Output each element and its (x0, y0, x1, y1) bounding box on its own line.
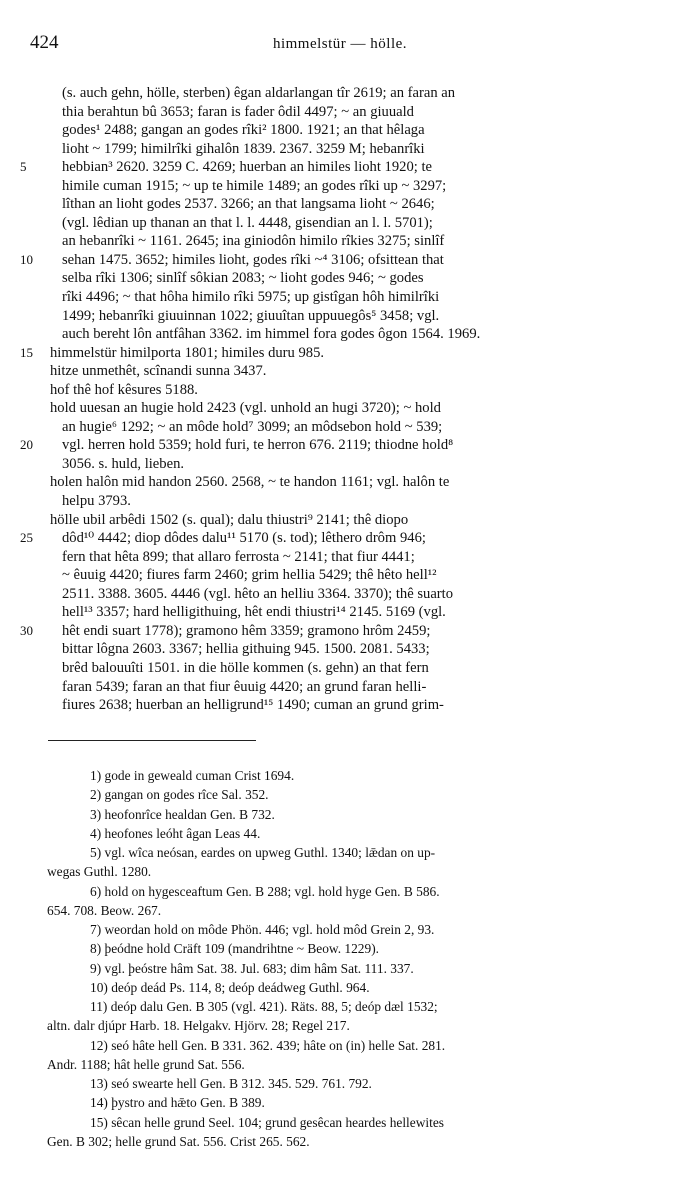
text-line (20, 103, 650, 122)
text-line (20, 269, 650, 288)
text-line (20, 455, 650, 474)
line-text: an hugie⁶ 1292; ~ an môde hold⁷ 3099; an môdsebon hold ~ 539; (62, 418, 443, 435)
text-line (20, 585, 650, 604)
text-line (20, 121, 650, 140)
line-text: 1499; hebanrîki giuuinnan 1022; giuuîtan uppuuegôs⁵ 3458; vgl. (62, 307, 440, 324)
text-line (20, 214, 650, 233)
line-text: 2511. 3388. 3605. 4446 (vgl. hêto an helliu 3364. 3370); thê suarto (62, 585, 454, 602)
main-text (20, 84, 650, 715)
footnote-line: 2) gangan on godes rîce Sal. 352. (90, 787, 269, 803)
footnote-line: Andr. 1188; hât helle grund Sat. 556. (47, 1056, 245, 1072)
line-text: godes¹ 2488; gangan an godes rîki² 1800. 1921; an that hêlaga (62, 122, 425, 139)
footnote-line: 10) deóp deád Ps. 114, 8; deóp deádweg Guthl. 964. (90, 979, 370, 995)
text-line (20, 511, 650, 530)
footnote-line: 11) deóp dalu Gen. B 305 (vgl. 421). Räts. 88, 5; deóp dæl 1532; (90, 999, 438, 1014)
line-number: 15 (20, 344, 33, 360)
text-line (20, 288, 650, 307)
line-text: fiures 2638; huerban an helligrund¹⁵ 1490; cuman an grund grim- (62, 697, 444, 714)
footnote-line: 1) gode in geweald cuman Crist 1694. (90, 768, 295, 783)
line-text: helpu 3793. (62, 493, 131, 510)
running-title: himmelstür — hölle. (272, 36, 408, 52)
text-line (20, 325, 650, 344)
line-text: faran 5439; faran an that fiur êuuig 4420; an grund faran helli- (62, 678, 427, 695)
line-text: an hebanrîki ~ 1161. 2645; ina giniodôn himilo rîkies 3275; sinlîf (62, 233, 445, 250)
line-text: hitze unmethêt, scînandi sunna 3437. (50, 363, 267, 380)
footnote-line: 12) seó hâte hell Gen. B 331. 362. 439; hâte on (in) helle Sat. 281. (90, 1037, 446, 1053)
line-text: (vgl. lêdian up thanan an that l. l. 4448, gisendian an l. l. 5701); (62, 214, 433, 231)
text-line (20, 678, 650, 697)
text-line (20, 548, 650, 567)
text-line (20, 158, 650, 177)
text-line (20, 307, 650, 326)
line-text: sehan 1475. 3652; himiles lioht, godes rîki ~⁴ 3106; ofsittean that (62, 251, 444, 268)
line-text: hold uuesan an hugie hold 2423 (vgl. unhold an hugi 3720); ~ hold (50, 400, 441, 417)
line-number: 10 (20, 251, 33, 267)
page-number: 424 (30, 32, 59, 53)
line-text: holen halôn mid handon 2560. 2568, ~ te handon 1161; vgl. halôn te (50, 474, 450, 491)
text-line (20, 399, 650, 418)
page-header (30, 32, 650, 58)
text-line (20, 603, 650, 622)
footnote-line: 8) þeódne hold Cräft 109 (mandrihtne ~ Beow. 1229). (90, 941, 380, 957)
line-text: lîthan an lioht godes 2537. 3266; an that langsama lioht ~ 2646; (62, 196, 435, 213)
line-text: himile cuman 1915; ~ up te himile 1489; an godes rîki up ~ 3297; (62, 177, 447, 194)
line-number: 5 (20, 159, 27, 175)
line-text: hêt endi suart 1778); gramono hêm 3359; gramono hrôm 2459; (62, 622, 431, 639)
text-line (20, 418, 650, 437)
footnote-line: 3) heofonrîce healdan Gen. B 732. (90, 806, 275, 822)
line-number: 30 (20, 622, 33, 638)
text-line (20, 696, 650, 715)
line-text: vgl. herren hold 5359; hold furi, te herron 676. 2119; thiodne hold⁸ (62, 437, 454, 454)
line-text: auch bereht lôn antfâhan 3362. im himmel fora godes ôgon 1564. 1969. (62, 326, 481, 343)
footnote-line: wegas Guthl. 1280. (47, 864, 152, 880)
text-line (20, 232, 650, 251)
line-text: himmelstür himilporta 1801; himiles duru 985. (50, 344, 325, 361)
text-line (20, 381, 650, 400)
text-line (20, 140, 650, 159)
line-text: ~ êuuig 4420; fiures farm 2460; grim hellia 5429; thê hêto hell¹² (62, 567, 437, 584)
line-text: bittar lôgna 2603. 3367; hellia githuing 945. 1500. 2081. 5433; (62, 641, 430, 658)
text-line (20, 566, 650, 585)
line-text: hebbian³ 2620. 3259 C. 4269; huerban an himiles lioht 1920; te (62, 159, 432, 176)
footnote-line: altn. dalr djúpr Harb. 18. Helgakv. Hjörv. 28; Regel 217. (47, 1018, 350, 1034)
footnote-line: 7) weordan hold on môde Phön. 446; vgl. hold môd Grein 2, 93. (90, 922, 435, 937)
line-text: hell¹³ 3357; hard helligithuing, hêt endi thiustri¹⁴ 2145. 5169 (vgl. (62, 604, 446, 621)
line-number: 25 (20, 530, 33, 546)
line-text: selba rîki 1306; sinlîf sôkian 2083; ~ lioht godes 946; ~ godes (62, 270, 424, 287)
text-line (20, 492, 650, 511)
footnote-line: 5) vgl. wîca neósan, eardes on upweg Guthl. 1340; lǣdan on up- (90, 845, 436, 860)
text-line (20, 251, 650, 270)
line-text: (s. auch gehn, hölle, sterben) êgan aldarlangan tîr 2619; an faran an (62, 85, 456, 101)
footnote-line: 13) seó swearte hell Gen. B 312. 345. 529. 761. 792. (90, 1076, 372, 1091)
text-line (20, 473, 650, 492)
text-line (20, 640, 650, 659)
footnote-line: 9) vgl. þeóstre hâm Sat. 38. Jul. 683; dim hâm Sat. 111. 337. (90, 960, 414, 976)
text-line (20, 344, 650, 363)
line-text: brêd balouuîti 1501. in die hölle kommen (s. gehn) an that fern (62, 659, 429, 676)
footnotes (47, 766, 647, 1151)
text-line (20, 362, 650, 381)
line-text: hof thê hof kêsures 5188. (50, 381, 198, 398)
line-text: lioht ~ 1799; himilrîki gihalôn 1839. 2367. 3259 M; hebanrîki (62, 140, 425, 157)
line-text: 3056. s. huld, lieben. (62, 455, 185, 472)
line-text: dôd¹⁰ 4442; diop dôdes dalu¹¹ 5170 (s. tod); lêthero drôm 946; (62, 530, 426, 547)
text-line (20, 195, 650, 214)
text-line (20, 659, 650, 678)
footnote-rule (48, 740, 256, 741)
footnote-line: 4) heofones leóht âgan Leas 44. (90, 825, 261, 841)
text-line (20, 436, 650, 455)
line-number: 20 (20, 437, 33, 453)
footnote-line: 15) sêcan helle grund Seel. 104; grund gesêcan heardes hellewites (90, 1114, 444, 1130)
footnote-line: Gen. B 302; helle grund Sat. 556. Crist 265. 562. (47, 1133, 310, 1149)
footnote-line: 14) þystro and hǣto Gen. B 389. (90, 1095, 265, 1111)
text-line (20, 622, 650, 641)
text-line (20, 84, 650, 103)
text-line (20, 177, 650, 196)
line-text: thia berahtun bû 3653; faran is fader ôdil 4497; ~ an giuuald (62, 103, 414, 120)
text-line (20, 529, 650, 548)
line-text: rîki 4496; ~ that hôha himilo rîki 5975; up gistîgan hôh himilrîki (62, 289, 440, 306)
line-text: fern that hêta 899; that allaro ferrosta ~ 2141; that fiur 4441; (62, 548, 415, 565)
footnote-line: 6) hold on hygesceaftum Gen. B 288; vgl. hold hyge Gen. B 586. (90, 883, 440, 899)
footnote-line: 654. 708. Beow. 267. (47, 902, 162, 918)
line-text: hölle ubil arbêdi 1502 (s. qual); dalu thiustri⁹ 2141; thê diopo (50, 511, 409, 528)
